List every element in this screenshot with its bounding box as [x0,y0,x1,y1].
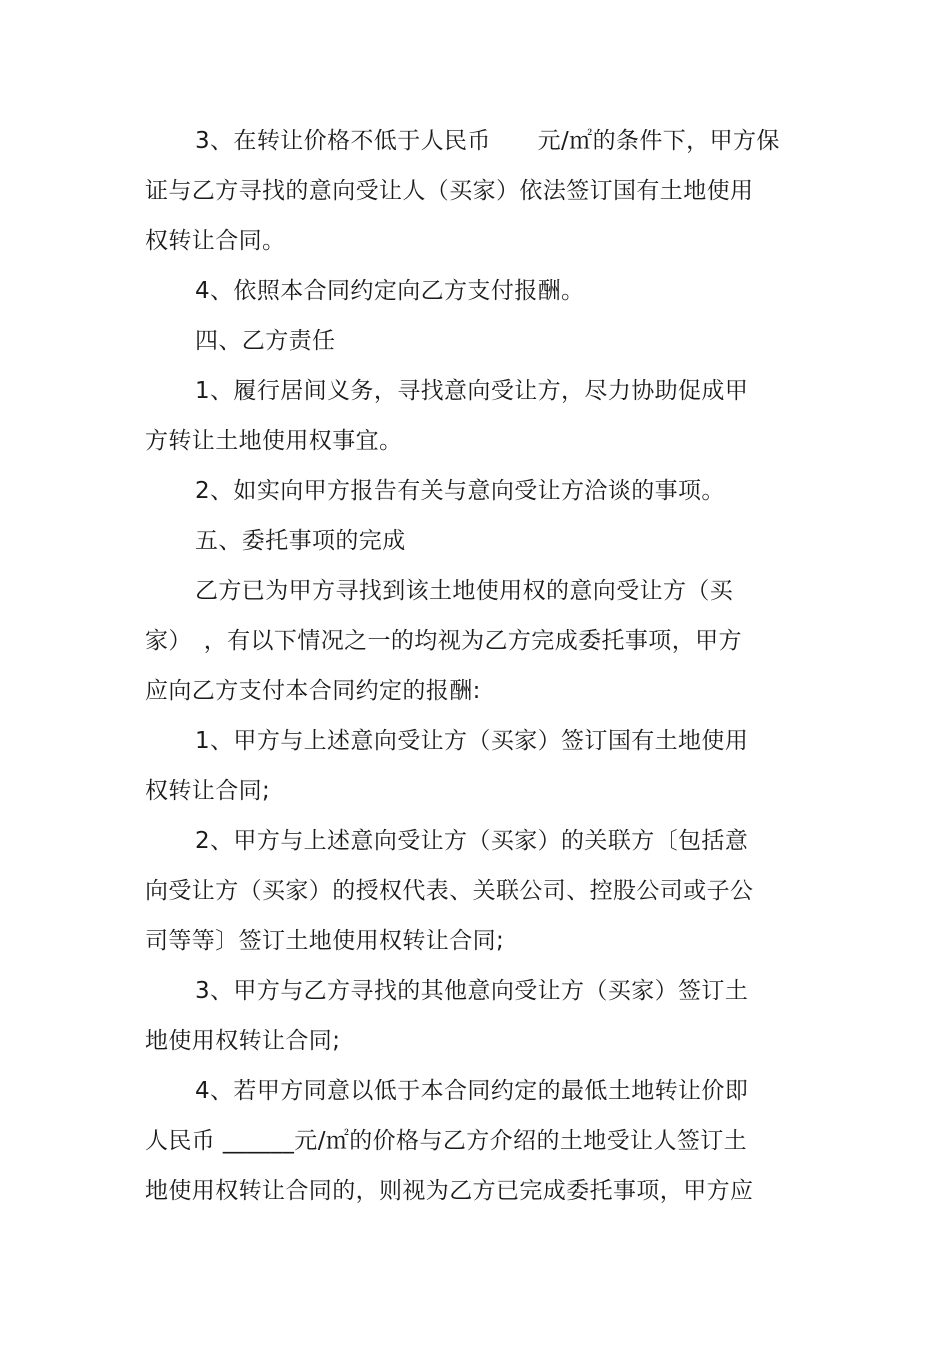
text-line-19: 地使用权转让合同; [145,1028,341,1054]
text-line-15: 2、甲方与上述意向受让方（买家）的关联方〔包括意 [195,828,749,854]
text-line-4: 4、依照本合同约定向乙方支付报酬。 [195,278,585,304]
text-line-6: 1、履行居间义务，寻找意向受让方，尽力协助促成甲 [195,378,749,404]
text-line-10: 乙方已为甲方寻找到该土地使用权的意向受让方（买 [195,578,734,604]
text-line-17: 司等等〕签订土地使用权转让合同; [145,928,505,954]
text-line-1: 3、在转让价格不低于人民币 元/㎡的条件下，甲方保 [195,128,780,154]
text-line-7: 方转让土地使用权事宜。 [145,428,403,454]
text-line-11: 家） ，有以下情况之一的均视为乙方完成委托事项，甲方 [145,628,742,654]
section-heading-5: 五、委托事项的完成 [195,528,406,554]
text-line-14: 权转让合同; [145,778,271,804]
text-line-21: 人民币 ______元/㎡的价格与乙方介绍的土地受让人签订土 [145,1128,748,1154]
text-line-12: 应向乙方支付本合同约定的报酬: [145,678,481,704]
section-heading-4: 四、乙方责任 [195,328,336,354]
text-line-16: 向受让方（买家）的授权代表、关联公司、控股公司或子公 [145,878,754,904]
text-line-22: 地使用权转让合同的，则视为乙方已完成委托事项，甲方应 [145,1178,754,1204]
text-line-2: 证与乙方寻找的意向受让人（买家）依法签订国有土地使用 [145,178,754,204]
text-line-13: 1、甲方与上述意向受让方（买家）签订国有土地使用 [195,728,749,754]
text-line-20: 4、若甲方同意以低于本合同约定的最低土地转让价即 [195,1078,749,1104]
text-line-8: 2、如实向甲方报告有关与意向受让方洽谈的事项。 [195,478,725,504]
text-line-3: 权转让合同。 [145,228,286,254]
text-line-18: 3、甲方与乙方寻找的其他意向受让方（买家）签订土 [195,978,749,1004]
